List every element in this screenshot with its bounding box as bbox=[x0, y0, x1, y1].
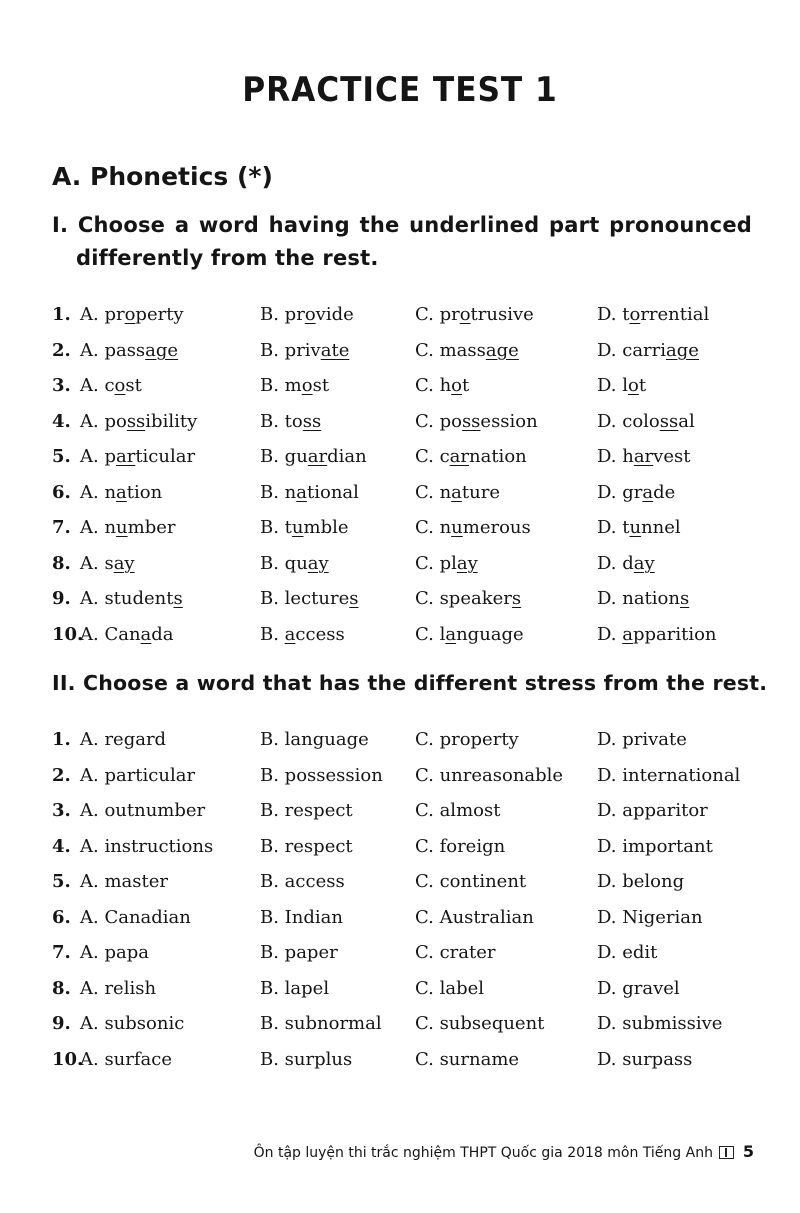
option-d: D. surpass bbox=[597, 1048, 693, 1070]
question-row bbox=[0, 513, 800, 543]
option-d bbox=[597, 336, 699, 366]
underlined-part: s bbox=[173, 588, 183, 609]
option-d: D. important bbox=[597, 835, 713, 857]
word-part: trusive bbox=[470, 304, 534, 325]
word-part: t bbox=[462, 375, 470, 396]
underlined-part: ay bbox=[113, 552, 135, 574]
option-c: C. label bbox=[415, 977, 484, 999]
option-d bbox=[597, 549, 655, 579]
underlined-part: a bbox=[140, 623, 152, 645]
word-part: B. qu bbox=[260, 552, 308, 574]
option-a bbox=[80, 442, 195, 472]
question-number: 3. bbox=[52, 375, 71, 396]
word-part: nguage bbox=[456, 623, 524, 645]
underlined-part: ss bbox=[302, 410, 322, 432]
option-b: B. subnormal bbox=[260, 1013, 382, 1034]
word-part: D. l bbox=[597, 375, 628, 396]
word-part: A. pr bbox=[80, 304, 125, 325]
option-d: D. submissive bbox=[597, 1013, 723, 1034]
underlined-part: a bbox=[284, 623, 296, 645]
question-number: 7. bbox=[52, 517, 71, 538]
question-number: 6. bbox=[52, 481, 71, 503]
word-part: C. po bbox=[415, 410, 462, 432]
word-part: C. c bbox=[415, 446, 450, 467]
option-c: C. Australian bbox=[415, 906, 534, 928]
question-row bbox=[0, 371, 800, 401]
question-number: 5. bbox=[52, 446, 71, 467]
underlined-part: a bbox=[116, 481, 127, 503]
word-part: nnel bbox=[641, 517, 681, 538]
question-number: 6. bbox=[52, 906, 71, 928]
option-a: A. master bbox=[80, 871, 168, 892]
question-number: 8. bbox=[52, 552, 71, 574]
option-d: D. apparitor bbox=[597, 800, 708, 821]
option-a bbox=[80, 478, 162, 508]
option-d bbox=[597, 513, 681, 543]
question-row bbox=[0, 1009, 800, 1039]
word-part: D. t bbox=[597, 517, 630, 538]
underlined-part: ar bbox=[307, 446, 328, 467]
underlined-part: u bbox=[291, 517, 304, 538]
question-row bbox=[0, 867, 800, 897]
question-number: 8. bbox=[52, 977, 71, 999]
word-part: al bbox=[678, 410, 695, 432]
question-row bbox=[0, 832, 800, 862]
option-c bbox=[415, 442, 527, 472]
underlined-part: a bbox=[642, 481, 654, 503]
option-d: D. gravel bbox=[597, 977, 680, 999]
option-a bbox=[80, 513, 176, 543]
option-a: A. outnumber bbox=[80, 800, 206, 821]
question-number: 3. bbox=[52, 800, 71, 821]
question-row bbox=[0, 584, 800, 614]
option-b bbox=[260, 584, 359, 614]
option-a: A. surface bbox=[80, 1048, 173, 1070]
option-a bbox=[80, 300, 184, 330]
option-c bbox=[415, 549, 478, 579]
underlined-part: age bbox=[145, 339, 179, 361]
underlined-part: ate bbox=[320, 339, 350, 361]
question-number: 5. bbox=[52, 871, 71, 892]
underlined-part: a bbox=[622, 623, 633, 645]
word-part: B. pr bbox=[260, 304, 305, 325]
option-c: C. continent bbox=[415, 871, 527, 892]
word-part: C. n bbox=[415, 481, 452, 503]
option-a bbox=[80, 549, 135, 579]
question-number: 4. bbox=[52, 410, 71, 432]
option-c: C. unreasonable bbox=[415, 764, 564, 786]
option-d bbox=[597, 478, 675, 508]
option-b: B. language bbox=[260, 729, 369, 750]
option-b: B. access bbox=[260, 871, 345, 892]
part1-instruction-line1: I. Choose a word having the underlined part pronounced bbox=[52, 213, 752, 237]
word-part: tional bbox=[307, 481, 359, 503]
word-part: st bbox=[125, 375, 142, 396]
word-part: A. p bbox=[80, 446, 116, 467]
option-d bbox=[597, 620, 717, 650]
underlined-part: s bbox=[511, 588, 522, 609]
word-part: C. n bbox=[415, 517, 452, 538]
option-b bbox=[260, 620, 345, 650]
underlined-part: ar bbox=[449, 446, 469, 467]
part1-instruction bbox=[52, 209, 752, 275]
underlined-part: ss bbox=[659, 410, 679, 432]
word-part: D. bbox=[597, 623, 623, 645]
word-part: C. pl bbox=[415, 552, 457, 574]
option-a: A. instructions bbox=[80, 835, 214, 857]
option-c: C. subsequent bbox=[415, 1013, 545, 1034]
option-d: D. Nigerian bbox=[597, 906, 703, 928]
question-row bbox=[0, 903, 800, 933]
page-title: PRACTICE TEST 1 bbox=[242, 70, 558, 110]
option-b bbox=[260, 478, 359, 508]
word-part: D. gr bbox=[597, 481, 643, 503]
underlined-part: ay bbox=[633, 552, 655, 574]
option-d: D. edit bbox=[597, 942, 658, 963]
question-row bbox=[0, 300, 800, 330]
word-part: pparition bbox=[632, 623, 717, 645]
question-number: 4. bbox=[52, 835, 71, 857]
question-row bbox=[0, 407, 800, 437]
option-c bbox=[415, 478, 500, 508]
underlined-part: s bbox=[679, 588, 690, 609]
underlined-part: s bbox=[349, 588, 359, 609]
option-c: C. foreign bbox=[415, 835, 506, 857]
page-footer bbox=[254, 1142, 754, 1161]
word-part: D. t bbox=[597, 304, 630, 325]
underlined-part: ar bbox=[115, 446, 136, 467]
underlined-part: a bbox=[445, 623, 457, 645]
question-row bbox=[0, 761, 800, 791]
question-number: 9. bbox=[52, 1013, 71, 1034]
word-part: A. c bbox=[80, 375, 115, 396]
underlined-part: ay bbox=[307, 552, 329, 574]
word-part: A. po bbox=[80, 410, 127, 432]
option-a bbox=[80, 407, 197, 437]
option-b: B. respect bbox=[260, 835, 353, 857]
page-number: 5 bbox=[742, 1142, 754, 1161]
question-row bbox=[0, 1045, 800, 1075]
option-a: A. papa bbox=[80, 942, 149, 963]
question-row bbox=[0, 336, 800, 366]
word-part: A. s bbox=[80, 552, 114, 574]
option-d bbox=[597, 584, 689, 614]
word-part: B. bbox=[260, 623, 285, 645]
word-part: ession bbox=[480, 410, 538, 432]
question-number: 2. bbox=[52, 339, 71, 361]
word-part: A. Can bbox=[80, 623, 141, 645]
underlined-part: ss bbox=[461, 410, 481, 432]
question-row bbox=[0, 938, 800, 968]
word-part: A. pass bbox=[80, 339, 146, 361]
option-b bbox=[260, 407, 321, 437]
option-d bbox=[597, 371, 646, 401]
underlined-part: u bbox=[629, 517, 642, 538]
option-a bbox=[80, 371, 142, 401]
underlined-part: a bbox=[296, 481, 307, 503]
word-part: D. colo bbox=[597, 410, 660, 432]
question-row bbox=[0, 620, 800, 650]
word-part: ticular bbox=[135, 446, 196, 467]
word-part: mble bbox=[303, 517, 349, 538]
option-c bbox=[415, 300, 534, 330]
option-b: B. paper bbox=[260, 942, 338, 963]
option-d bbox=[597, 442, 690, 472]
underlined-part: o bbox=[459, 304, 471, 325]
question-number: 10. bbox=[52, 1048, 84, 1070]
option-c bbox=[415, 584, 521, 614]
word-part: ccess bbox=[295, 623, 345, 645]
option-b bbox=[260, 336, 349, 366]
question-number: 2. bbox=[52, 764, 71, 786]
option-a: A. subsonic bbox=[80, 1013, 185, 1034]
word-part: D. carri bbox=[597, 339, 667, 361]
underlined-part: o bbox=[451, 375, 463, 396]
word-part: mber bbox=[127, 517, 176, 538]
question-number: 10. bbox=[52, 623, 84, 645]
question-row bbox=[0, 974, 800, 1004]
question-number: 7. bbox=[52, 942, 71, 963]
option-b bbox=[260, 513, 349, 543]
option-c bbox=[415, 513, 531, 543]
underlined-part: o bbox=[304, 304, 316, 325]
option-c bbox=[415, 620, 524, 650]
word-part: C. speaker bbox=[415, 588, 512, 609]
word-part: merous bbox=[462, 517, 531, 538]
book-icon bbox=[719, 1146, 734, 1159]
underlined-part: u bbox=[116, 517, 128, 538]
option-b bbox=[260, 549, 329, 579]
option-a: A. particular bbox=[80, 764, 196, 786]
option-c bbox=[415, 371, 469, 401]
question-number: 1. bbox=[52, 729, 71, 750]
word-part: nation bbox=[469, 446, 527, 467]
question-row bbox=[0, 796, 800, 826]
word-part: C. pr bbox=[415, 304, 460, 325]
part1-instruction-line2: differently from the rest. bbox=[76, 246, 379, 270]
option-c: C. crater bbox=[415, 942, 496, 963]
option-b: B. surplus bbox=[260, 1048, 353, 1070]
question-row bbox=[0, 442, 800, 472]
word-part: B. t bbox=[260, 517, 292, 538]
word-part: B. gu bbox=[260, 446, 308, 467]
word-part: dian bbox=[327, 446, 367, 467]
underlined-part: age bbox=[666, 339, 699, 361]
word-part: B. priv bbox=[260, 339, 321, 361]
word-part: A. n bbox=[80, 481, 117, 503]
option-b bbox=[260, 371, 329, 401]
underlined-part: o bbox=[114, 375, 126, 396]
option-a: A. Canadian bbox=[80, 906, 191, 928]
option-d bbox=[597, 300, 709, 330]
option-b: B. possession bbox=[260, 764, 383, 786]
word-part: da bbox=[151, 623, 174, 645]
option-a: A. regard bbox=[80, 729, 167, 750]
option-b bbox=[260, 300, 354, 330]
word-part: t bbox=[638, 375, 647, 396]
word-part: vest bbox=[653, 446, 691, 467]
part2-instruction: II. Choose a word that has the different stress from the rest. bbox=[52, 671, 768, 695]
underlined-part: a bbox=[451, 481, 462, 503]
option-d: D. international bbox=[597, 764, 741, 786]
option-c bbox=[415, 407, 538, 437]
underlined-part: o bbox=[628, 375, 639, 396]
word-part: D. h bbox=[597, 446, 634, 467]
question-row bbox=[0, 549, 800, 579]
option-a: A. relish bbox=[80, 977, 157, 999]
section-title-phonetics: A. Phonetics (*) bbox=[52, 162, 273, 191]
underlined-part: u bbox=[451, 517, 463, 538]
option-b: B. respect bbox=[260, 800, 353, 821]
question-number: 9. bbox=[52, 588, 71, 609]
option-c: C. property bbox=[415, 729, 519, 750]
option-c: C. almost bbox=[415, 800, 501, 821]
underlined-part: ar bbox=[633, 446, 654, 467]
underlined-part: o bbox=[124, 304, 136, 325]
option-d: D. belong bbox=[597, 871, 685, 892]
question-row bbox=[0, 725, 800, 755]
option-a bbox=[80, 584, 183, 614]
question-number: 1. bbox=[52, 304, 71, 325]
word-part: B. n bbox=[260, 481, 297, 503]
option-b bbox=[260, 442, 367, 472]
option-c: C. surname bbox=[415, 1048, 520, 1070]
word-part: C. h bbox=[415, 375, 452, 396]
underlined-part: age bbox=[485, 339, 519, 361]
word-part: A. student bbox=[80, 588, 174, 609]
word-part: A. n bbox=[80, 517, 117, 538]
option-c bbox=[415, 336, 519, 366]
word-part: de bbox=[653, 481, 676, 503]
word-part: D. d bbox=[597, 552, 634, 574]
option-b: B. lapel bbox=[260, 977, 330, 999]
underlined-part: ss bbox=[126, 410, 146, 432]
option-a bbox=[80, 620, 174, 650]
word-part: rrential bbox=[640, 304, 710, 325]
question-row bbox=[0, 478, 800, 508]
underlined-part: o bbox=[301, 375, 313, 396]
word-part: perty bbox=[135, 304, 184, 325]
word-part: C. mass bbox=[415, 339, 486, 361]
word-part: vide bbox=[315, 304, 354, 325]
option-b: B. Indian bbox=[260, 906, 343, 928]
word-part: C. l bbox=[415, 623, 446, 645]
word-part: B. lecture bbox=[260, 588, 350, 609]
word-part: ibility bbox=[145, 410, 198, 432]
word-part: tion bbox=[126, 481, 163, 503]
underlined-part: ay bbox=[456, 552, 478, 574]
footer-book-title: Ôn tập luyện thi trắc nghiệm THPT Quốc gia 2018 môn Tiếng Anh bbox=[253, 1145, 713, 1161]
option-d bbox=[597, 407, 695, 437]
underlined-part: o bbox=[629, 304, 641, 325]
word-part: B. to bbox=[260, 410, 303, 432]
word-part: ture bbox=[461, 481, 500, 503]
word-part: B. m bbox=[260, 375, 302, 396]
option-a bbox=[80, 336, 178, 366]
word-part: st bbox=[312, 375, 330, 396]
option-d: D. private bbox=[597, 729, 687, 750]
word-part: D. nation bbox=[597, 588, 680, 609]
